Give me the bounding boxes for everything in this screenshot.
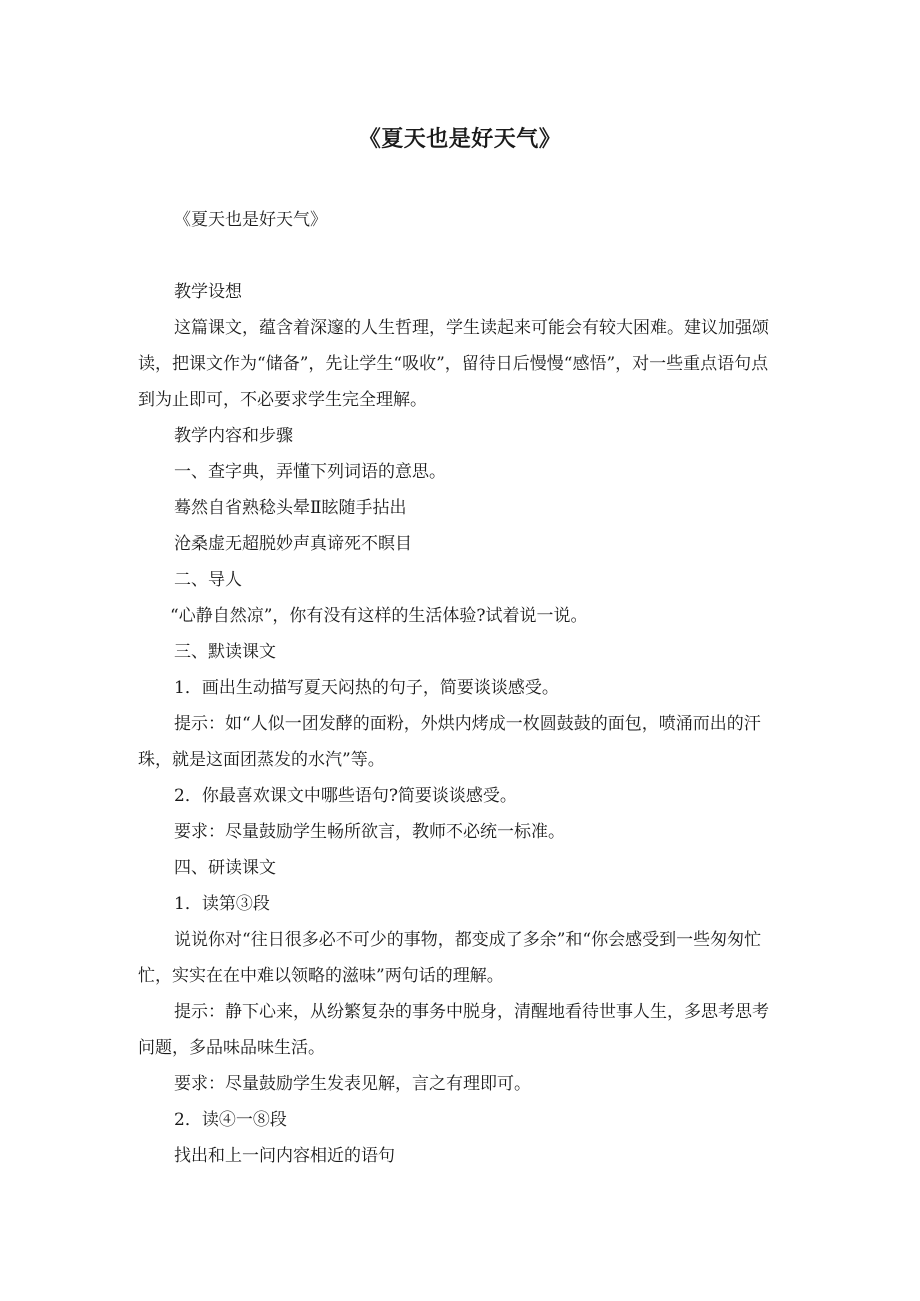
section-heading: 教学设想 xyxy=(174,282,242,302)
paragraph: 2．读④一⑧段 xyxy=(174,1110,287,1130)
section-heading: 四、研读课文 xyxy=(174,858,276,878)
section-heading: 三、默读课文 xyxy=(174,642,276,662)
section-heading: 教学内容和步骤 xyxy=(174,426,293,446)
vocabulary-line: 沧桑虚无超脱妙声真谛死不瞑目 xyxy=(174,534,412,554)
paragraph: 1．读第③段 xyxy=(174,894,270,914)
section-heading: 二、导人 xyxy=(174,570,242,590)
vocabulary-line: 蓦然自省熟稔头晕Ⅱ眩随手拈出 xyxy=(174,498,407,518)
document-subtitle: 《夏天也是好天气》 xyxy=(174,210,327,230)
paragraph: “心静自然凉”，你有没有这样的生活体验?试着说一说。 xyxy=(170,606,588,626)
paragraph: 找出和上一问内容相近的语句 xyxy=(174,1146,395,1166)
paragraph: 这篇课文，蕴含着深邃的人生哲理，学生读起来可能会有较大困难。建议加强颂读，把课文作为“储备”，先让学生“吸收”，留待日后慢慢“感悟”，对一些重点语句点到为止即可，不必要求学生完全理解。 xyxy=(138,318,769,410)
paragraph: 1．画出生动描写夏天闷热的句子，简要谈谈感受。 xyxy=(174,678,559,698)
paragraph: 提示：静下心来，从纷繁复杂的事务中脱身，清醒地看待世事人生，多思考思考问题，多品味品味生活。 xyxy=(138,1002,769,1058)
paragraph: 一、查字典，弄懂下列词语的意思。 xyxy=(174,462,446,482)
paragraph: 要求：尽量鼓励学生畅所欲言，教师不必统一标准。 xyxy=(174,822,565,842)
document-title: 《夏天也是好天气》 xyxy=(358,127,562,152)
paragraph: 提示：如“人似一团发酵的面粉，外烘内烤成一枚圆鼓鼓的面包，喷涌而出的汗珠，就是这面团蒸发的水汽”等。 xyxy=(138,714,761,770)
paragraph: 2．你最喜欢课文中哪些语句?简要谈谈感受。 xyxy=(174,786,517,806)
paragraph: 说说你对“往日很多必不可少的事物，都变成了多余”和“你会感受到一些匆匆忙忙，实实在在中难以领略的滋味”两句话的理解。 xyxy=(138,930,762,986)
document-body xyxy=(138,202,778,1174)
paragraph: 要求：尽量鼓励学生发表见解，言之有理即可。 xyxy=(174,1074,531,1094)
